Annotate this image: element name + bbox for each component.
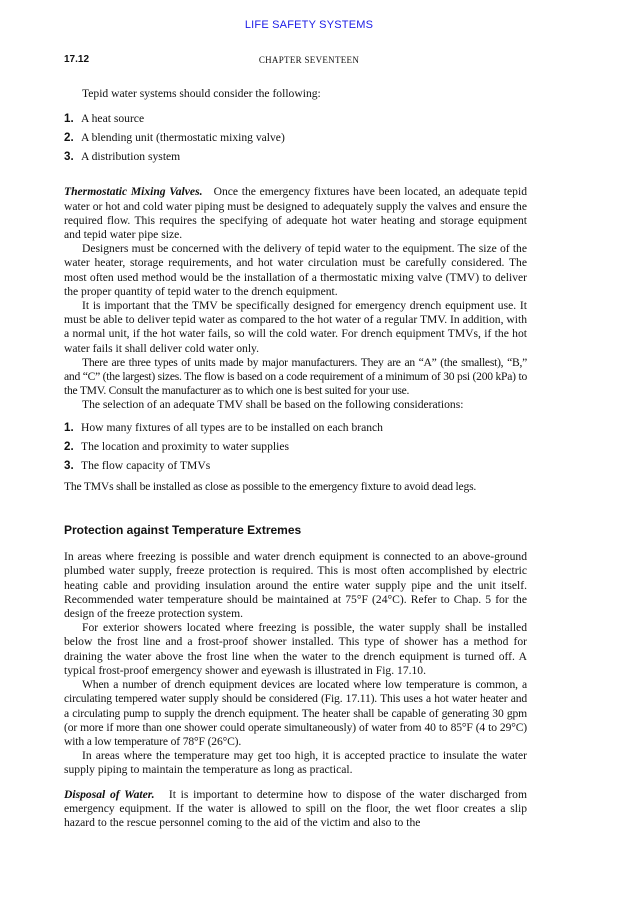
tmv-paragraph-1: Thermostatic Mixing Valves. Once the emergency fixtures have been located, an adequate tepid water or hot and cold water piping must be designed to adequately supply the valves and ensure the required flow. This requires the specifying of adequate hot water heating and storage equipment and tepid water pipe size. [64,185,527,242]
protection-paragraph-2: For exterior showers located where freezing is possible, the water supply shall be installed below the frost line and a frost-proof shower installed. This type of shower has a method for draining the water above the frost line when the water to the drench equipment is turned off. A typical frost-proof emergency shower and eyewash is illustrated in Fig. 17.10. [64,621,527,677]
tepid-list [64,112,527,164]
tmv-paragraph-3: It is important that the TMV be specifically designed for emergency drench equipment use. It must be able to deliver tepid water as compared to the hot water of a regular TMV. In addition, with a normal unit, if the hot water fails, so will the cold water. For drench equipment TMVs, if the hot water fails it shall deliver cold water only. [64,299,527,355]
list-item: 3. The flow capacity of TMVs [64,458,211,472]
tmv-paragraph-5: The selection of an adequate TMV shall be based on the following considerations: [82,398,464,412]
protection-paragraph-3: When a number of drench equipment devices are located where low temperature is common, a circulating tempered water supply should be considered (Fig. 17.11). This uses a hot water heater and a circulating pump to supply the drench equipment. The heater shall be capable of generating 30 gpm (or more if more than one shower could operate simultaneously) of water from 40 to 85°F (4 to 29°C) with a low temperature of 78°F (26°C). [64,678,527,748]
list-item: 2. The location and proximity to water supplies [64,439,289,453]
list-item: 1. How many fixtures of all types are to be installed on each branch [64,420,383,434]
tmv-closing: The TMVs shall be installed as close as possible to the emergency fixture to avoid dead legs. [64,479,477,493]
protection-paragraph-4: In areas where the temperature may get too high, it is accepted practice to insulate the water supply piping to maintain the temperature as long as practical. [64,749,527,777]
tmv-runin-heading: Thermostatic Mixing Valves. [64,185,203,199]
tmv-considerations-list [64,421,527,473]
tepid-intro: Tepid water systems should consider the following: [82,87,321,100]
page-number: 17.12 [64,54,90,65]
body-text [64,87,527,830]
list-item: 1. A heat source [64,112,145,126]
list-item: 2. A blending unit (thermostatic mixing valve) [64,131,285,145]
disposal-runin-heading: Disposal of Water. [64,787,155,801]
tmv-paragraph-4: There are three types of units made by major manufacturers. They are an “A” (the smallest), “B,” and “C” (the largest) sizes. The flow is based on a code requirement of a minimum of 30 psi (200 kPa) to the TMV. Consult the manufacturer as to which one is best suited for your use. [64,355,527,398]
section-heading: Protection against Temperature Extremes [64,523,302,538]
disposal-paragraph-1: Disposal of Water. It is important to determine how to dispose of the water discharged from emergency equipment. If the water is allowed to spill on the floor, the wet floor creates a slip hazard to the rescue personnel coming to the aid of the victim and also to the [64,787,527,829]
chapter-label: CHAPTER SEVENTEEN [258,55,360,65]
protection-paragraph-1: In areas where freezing is possible and water drench equipment is connected to an above-ground plumbed water supply, freeze protection is required. This is most often accomplished by electric heating cable and providing insulation around the entire water supply pipe and the unit itself. Recommended water temperature should be maintained at 75°F (24°C). Refer to Chap. 5 for the design of the freeze protection system. [64,550,527,621]
list-item: 3. A distribution system [64,150,181,164]
running-head: LIFE SAFETY SYSTEMS [244,19,374,31]
tmv-paragraph-2: Designers must be concerned with the delivery of tepid water to the equipment. The size of the water heater, storage requirements, and hot water circulation must be carefully considered. The most often used method would be the installation of a thermostatic mixing valve (TMV) to deliver the proper quantity of tepid water to the drench equipment. [64,242,527,298]
